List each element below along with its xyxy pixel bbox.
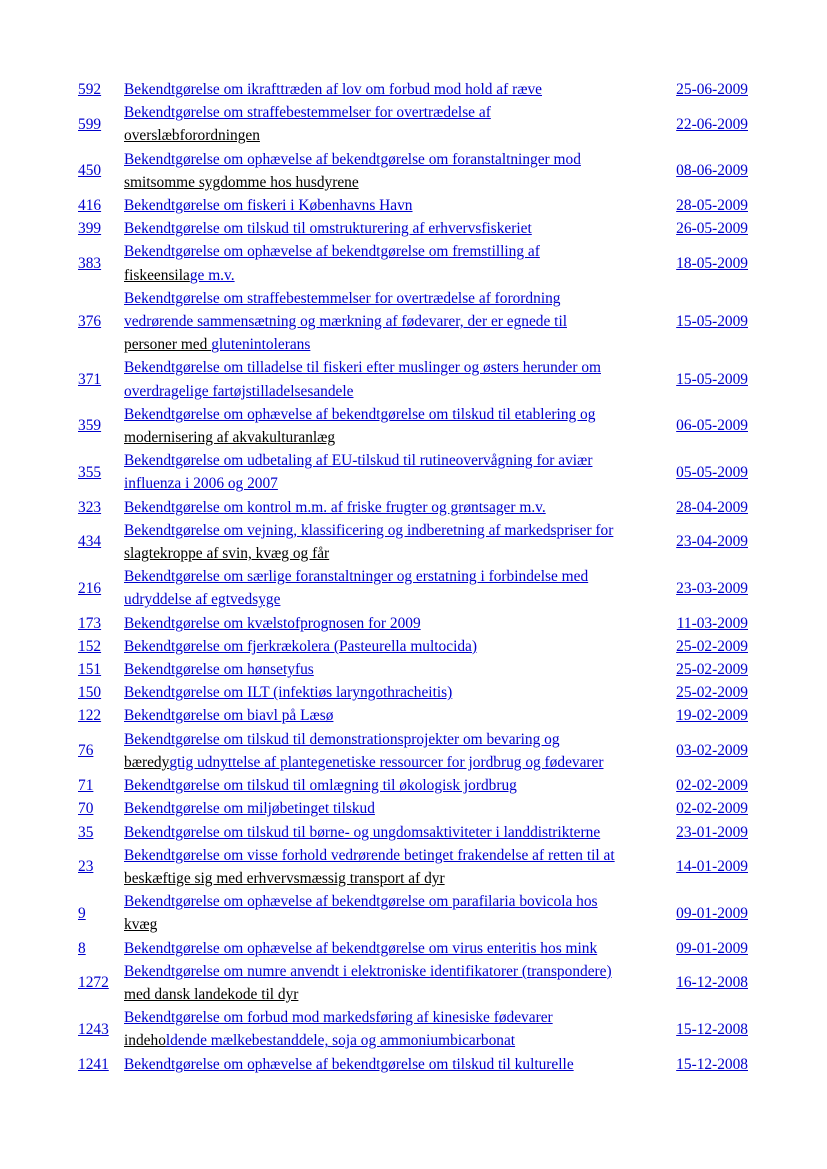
regulation-date-cell (663, 612, 748, 635)
regulation-title-link[interactable]: gtig udnyttelse af plantegenetiske ressourcer for jordbrug og fødevarer (169, 753, 604, 771)
regulation-title-line (124, 310, 659, 333)
regulation-title-link[interactable]: glutenintolerans (211, 336, 311, 354)
regulation-date-link[interactable]: 25-02-2009 (676, 661, 748, 679)
regulation-number-link[interactable]: 122 (78, 707, 102, 725)
regulation-title-link[interactable]: Bekendtgørelse om tilskud til omlægning til økologisk jordbrug (124, 777, 517, 795)
regulation-number-cell (76, 821, 121, 844)
regulation-title-cell (121, 658, 663, 681)
regulation-title-cell (121, 1006, 663, 1052)
regulation-title-link[interactable]: Bekendtgørelse om ophævelse af bekendtgørelse om fremstilling af (124, 243, 540, 261)
regulation-date-cell (663, 519, 748, 565)
regulation-title-link[interactable]: influenza i 2006 og 2007 (124, 475, 278, 493)
regulation-title-cell (121, 449, 663, 495)
regulation-title-cell (121, 704, 663, 727)
regulation-number-link[interactable]: 71 (78, 777, 94, 795)
regulation-title-line (124, 426, 659, 449)
regulation-title-link[interactable]: Bekendtgørelse om kontrol m.m. af friske frugter og grøntsager m.v. (124, 498, 546, 516)
regulation-title-link[interactable]: ge m.v. (189, 266, 235, 284)
regulation-title-line (124, 1053, 659, 1076)
regulation-date-cell (663, 496, 748, 519)
regulation-title-line (124, 194, 659, 217)
regulation-number-link[interactable]: 1243 (78, 1020, 109, 1038)
regulation-date-cell (663, 101, 748, 147)
regulation-title-link[interactable]: fiskeensila (124, 266, 190, 284)
regulation-title-link[interactable]: Bekendtgørelse om straffebestemmelser for overtrædelse af (124, 104, 491, 122)
regulation-title-line (124, 913, 659, 936)
regulation-date-cell (663, 78, 748, 101)
regulation-title-link[interactable]: personer med (124, 336, 212, 354)
regulation-number-cell (76, 78, 121, 101)
regulation-title-cell (121, 356, 663, 402)
table-row (76, 403, 748, 449)
regulation-title-link[interactable]: Bekendtgørelse om ILT (infektiøs laryngothracheitis) (124, 684, 453, 702)
regulation-title-cell (121, 194, 663, 217)
regulation-date-link[interactable]: 15-05-2009 (676, 313, 748, 331)
regulation-number-link[interactable]: 599 (78, 115, 102, 133)
regulation-number-link[interactable]: 323 (78, 498, 102, 516)
regulation-date-cell (663, 635, 748, 658)
regulation-title-cell (121, 287, 663, 357)
regulation-title-cell (121, 403, 663, 449)
regulation-title-line (124, 356, 659, 379)
regulation-number-cell (76, 1053, 121, 1076)
regulation-number-cell (76, 1006, 121, 1052)
regulation-date-link[interactable]: 28-05-2009 (676, 197, 748, 215)
regulation-title-link[interactable]: Bekendtgørelse om ophævelse af bekendtgørelse om foranstaltninger mod (124, 150, 581, 168)
regulation-date-cell (663, 658, 748, 681)
regulation-number-link[interactable]: 355 (78, 463, 102, 481)
regulation-number-link[interactable]: 592 (78, 81, 102, 98)
regulation-date-link[interactable]: 25-02-2009 (676, 684, 748, 702)
regulation-date-cell (663, 681, 748, 704)
regulation-title-line (124, 565, 659, 588)
regulation-title-link[interactable]: Bekendtgørelse om ophævelse af bekendtgørelse om virus enteritis hos mink (124, 939, 598, 957)
regulation-date-cell (663, 844, 748, 890)
regulation-number-link[interactable]: 173 (78, 614, 102, 632)
regulation-date-cell (663, 403, 748, 449)
regulation-date-link[interactable]: 25-06-2009 (676, 81, 748, 98)
regulation-number-cell (76, 403, 121, 449)
regulation-date-cell (663, 565, 748, 611)
regulation-date-link[interactable]: 02-02-2009 (676, 777, 748, 795)
regulation-title-line (124, 728, 659, 751)
table-row (76, 449, 748, 495)
regulation-number-cell (76, 194, 121, 217)
table-row (76, 496, 748, 519)
regulation-date-cell (663, 449, 748, 495)
regulation-date-link[interactable]: 09-01-2009 (676, 939, 748, 957)
regulation-title-link[interactable]: vedrørende sammensætning og mærkning af fødevarer, der er egnede til (124, 313, 567, 331)
regulation-title-line (124, 496, 659, 519)
regulation-date-cell (663, 1053, 748, 1076)
regulation-title-link[interactable]: med dansk landekode til dyr (124, 985, 299, 1003)
regulation-number-link[interactable]: 23 (78, 858, 94, 876)
regulation-title-link[interactable]: Bekendtgørelse om ophævelse af bekendtgørelse om tilskud til kulturelle (124, 1055, 574, 1073)
table-row (76, 78, 748, 101)
regulation-date-link[interactable]: 18-05-2009 (676, 255, 748, 273)
regulation-date-cell (663, 1006, 748, 1052)
regulation-number-link[interactable]: 8 (78, 939, 86, 957)
regulation-title-line (124, 612, 659, 635)
table-row (76, 1006, 748, 1052)
regulation-title-link[interactable]: Bekendtgørelse om udbetaling af EU-tilskud til rutineovervågning for aviær (124, 452, 593, 470)
regulation-title-line (124, 937, 659, 960)
regulation-title-cell (121, 844, 663, 890)
regulation-number-link[interactable]: 383 (78, 255, 102, 273)
regulation-date-cell (663, 937, 748, 960)
regulation-number-link[interactable]: 35 (78, 823, 94, 841)
regulation-title-cell (121, 821, 663, 844)
regulation-date-link[interactable]: 08-06-2009 (676, 162, 748, 180)
regulation-number-cell (76, 612, 121, 635)
regulation-title-line (124, 658, 659, 681)
regulation-date-cell (663, 704, 748, 727)
regulation-title-link[interactable]: Bekendtgørelse om særlige foranstaltninger og erstatning i forbindelse med (124, 568, 589, 586)
regulation-title-cell (121, 960, 663, 1006)
regulation-title-line (124, 380, 659, 403)
regulation-date-cell (663, 890, 748, 936)
regulation-number-link[interactable]: 76 (78, 742, 94, 760)
regulation-number-cell (76, 658, 121, 681)
regulation-title-line (124, 983, 659, 1006)
regulation-title-line (124, 1006, 659, 1029)
regulation-title-link[interactable]: Bekendtgørelse om ophævelse af bekendtgørelse om parafilaria bovicola hos (124, 893, 598, 911)
regulation-rows (76, 78, 748, 1076)
table-row (76, 960, 748, 1006)
table-row (76, 658, 748, 681)
table-row (76, 217, 748, 240)
regulation-title-line (124, 333, 659, 356)
regulation-number-cell (76, 797, 121, 820)
regulation-title-line (124, 704, 659, 727)
regulation-title-line (124, 472, 659, 495)
regulation-date-cell (663, 240, 748, 286)
regulation-title-line (124, 148, 659, 171)
regulation-number-cell (76, 890, 121, 936)
regulation-date-cell (663, 287, 748, 357)
regulation-title-line (124, 403, 659, 426)
regulation-number-cell (76, 565, 121, 611)
regulation-date-cell (663, 148, 748, 194)
regulation-title-link[interactable]: Bekendtgørelse om tilskud til demonstrationsprojekter om bevaring og (124, 730, 560, 748)
table-row (76, 704, 748, 727)
table-row (76, 635, 748, 658)
regulation-date-link[interactable]: 06-05-2009 (676, 417, 748, 435)
regulation-date-link[interactable]: 26-05-2009 (676, 220, 748, 238)
regulation-date-cell (663, 960, 748, 1006)
regulation-title-link[interactable]: Bekendtgørelse om tilladelse til fiskeri efter muslinger og østers herunder om (124, 359, 601, 377)
regulation-date-link[interactable]: 09-01-2009 (676, 904, 748, 922)
regulation-number-link[interactable]: 151 (78, 661, 102, 679)
regulation-number-link[interactable]: 450 (78, 162, 102, 180)
regulation-date-cell (663, 728, 748, 774)
regulation-number-cell (76, 240, 121, 286)
regulation-title-link[interactable]: Bekendtgørelse om fjerkrækolera (Pasteurella multocida) (124, 637, 478, 655)
regulation-number-link[interactable]: 1241 (78, 1055, 109, 1073)
regulation-title-link[interactable]: overslæbforordningen (124, 127, 260, 145)
regulation-number-link[interactable]: 152 (78, 637, 102, 655)
regulation-title-line (124, 519, 659, 542)
regulation-date-cell (663, 821, 748, 844)
regulation-number-link[interactable]: 359 (78, 417, 102, 435)
regulation-date-link[interactable]: 23-01-2009 (676, 823, 748, 841)
regulation-title-cell (121, 101, 663, 147)
regulation-number-link[interactable]: 70 (78, 800, 94, 818)
table-row (76, 287, 748, 357)
regulation-title-line (124, 264, 659, 287)
regulation-title-link[interactable]: bæredy (124, 753, 170, 771)
regulation-title-cell (121, 565, 663, 611)
table-row (76, 148, 748, 194)
regulation-date-cell (663, 774, 748, 797)
regulation-title-cell (121, 78, 663, 101)
regulation-title-link[interactable]: kvæg (124, 916, 158, 934)
regulation-number-cell (76, 960, 121, 1006)
regulation-title-cell (121, 774, 663, 797)
regulation-title-cell (121, 148, 663, 194)
regulation-title-line (124, 635, 659, 658)
table-row (76, 101, 748, 147)
regulation-title-link[interactable]: Bekendtgørelse om visse forhold vedrørende betinget frakendelse af retten til at (124, 846, 615, 864)
regulation-date-link[interactable]: 14-01-2009 (676, 858, 748, 876)
table-row (76, 1053, 748, 1076)
regulation-title-cell (121, 681, 663, 704)
regulation-date-link[interactable]: 23-03-2009 (676, 579, 748, 597)
regulation-title-line (124, 751, 659, 774)
regulation-title-link[interactable]: Bekendtgørelse om kvælstofprognosen for 2009 (124, 614, 421, 632)
regulation-title-line (124, 588, 659, 611)
regulation-title-line (124, 171, 659, 194)
regulation-title-cell (121, 797, 663, 820)
regulation-title-link[interactable]: Bekendtgørelse om forbud mod markedsføring af kinesiske fødevarer (124, 1009, 553, 1027)
regulation-title-cell (121, 240, 663, 286)
regulation-title-line (124, 101, 659, 124)
regulation-date-cell (663, 194, 748, 217)
table-row (76, 890, 748, 936)
table-row (76, 821, 748, 844)
regulation-title-line (124, 774, 659, 797)
regulation-title-link[interactable]: Bekendtgørelse om miljøbetinget tilskud (124, 800, 375, 818)
regulation-number-cell (76, 449, 121, 495)
regulation-title-cell (121, 496, 663, 519)
table-row (76, 797, 748, 820)
regulation-title-link[interactable]: overdragelige fartøjstilladelsesandele (124, 382, 354, 400)
regulation-table (76, 78, 748, 1076)
regulation-title-line (124, 890, 659, 913)
regulation-title-link[interactable]: Bekendtgørelse om tilskud til omstrukturering af erhvervsfiskeriet (124, 220, 532, 238)
regulation-number-cell (76, 937, 121, 960)
regulation-title-line (124, 217, 659, 240)
regulation-title-cell (121, 890, 663, 936)
regulation-date-cell (663, 356, 748, 402)
regulation-title-line (124, 960, 659, 983)
regulation-number-link[interactable]: 416 (78, 197, 102, 215)
regulation-number-link[interactable]: 9 (78, 904, 86, 922)
regulation-title-link[interactable]: indeho (124, 1032, 166, 1050)
regulation-number-cell (76, 774, 121, 797)
regulation-title-line (124, 78, 659, 101)
table-row (76, 728, 748, 774)
regulation-title-cell (121, 519, 663, 565)
regulation-date-link[interactable]: 15-05-2009 (676, 371, 748, 389)
regulation-title-link[interactable]: Bekendtgørelse om ikrafttræden af lov om forbud mod hold af ræve (124, 81, 543, 98)
regulation-number-cell (76, 217, 121, 240)
regulation-title-link[interactable]: ldende mælkebestanddele, soja og ammoniumbicarbonat (165, 1032, 516, 1050)
regulation-number-cell (76, 728, 121, 774)
regulation-number-link[interactable]: 216 (78, 579, 102, 597)
regulation-title-line (124, 797, 659, 820)
regulation-title-line (124, 1029, 659, 1052)
regulation-date-cell (663, 217, 748, 240)
regulation-title-cell (121, 635, 663, 658)
regulation-title-line (124, 124, 659, 147)
regulation-title-line (124, 844, 659, 867)
regulation-date-link[interactable]: 16-12-2008 (676, 974, 748, 992)
table-row (76, 937, 748, 960)
regulation-title-line (124, 542, 659, 565)
table-row (76, 844, 748, 890)
regulation-title-link[interactable]: beskæftige sig med erhvervsmæssig transport af dyr (124, 869, 445, 887)
regulation-number-cell (76, 148, 121, 194)
regulation-title-link[interactable]: Bekendtgørelse om numre anvendt i elektroniske identifikatorer (transpondere) (124, 962, 612, 980)
table-row (76, 565, 748, 611)
regulation-title-link[interactable]: Bekendtgørelse om biavl på Læsø (124, 707, 334, 725)
regulation-number-link[interactable]: 434 (78, 533, 102, 551)
regulation-number-cell (76, 704, 121, 727)
regulation-number-cell (76, 844, 121, 890)
regulation-number-cell (76, 356, 121, 402)
regulation-date-link[interactable]: 22-06-2009 (676, 115, 748, 133)
regulation-number-cell (76, 101, 121, 147)
regulation-number-link[interactable]: 150 (78, 684, 102, 702)
regulation-title-line (124, 449, 659, 472)
regulation-title-cell (121, 937, 663, 960)
regulation-date-link[interactable]: 03-02-2009 (676, 742, 748, 760)
regulation-title-link[interactable]: udryddelse af egtvedsyge (124, 591, 281, 609)
regulation-number-cell (76, 496, 121, 519)
regulation-date-link[interactable]: 11-03-2009 (676, 614, 748, 632)
regulation-title-line (124, 287, 659, 310)
regulation-number-cell (76, 519, 121, 565)
regulation-title-line (124, 681, 659, 704)
table-row (76, 612, 748, 635)
regulation-date-link[interactable]: 05-05-2009 (676, 463, 748, 481)
regulation-title-line (124, 867, 659, 890)
regulation-title-line (124, 821, 659, 844)
regulation-title-link[interactable]: Bekendtgørelse om straffebestemmelser for overtrædelse af forordning (124, 289, 561, 307)
regulation-title-cell (121, 612, 663, 635)
regulation-date-link[interactable]: 02-02-2009 (676, 800, 748, 818)
regulation-title-cell (121, 1053, 663, 1076)
regulation-date-link[interactable]: 19-02-2009 (676, 707, 748, 725)
regulation-title-link[interactable]: Bekendtgørelse om ophævelse af bekendtgørelse om tilskud til etablering og (124, 405, 596, 423)
table-row (76, 774, 748, 797)
regulation-date-link[interactable]: 15-12-2008 (676, 1055, 748, 1073)
regulation-number-link[interactable]: 376 (78, 313, 102, 331)
regulation-date-link[interactable]: 25-02-2009 (676, 637, 748, 655)
regulation-title-link[interactable]: Bekendtgørelse om fiskeri i Københavns Havn (124, 197, 413, 215)
regulation-title-link[interactable]: Bekendtgørelse om vejning, klassificering og indberetning af markedspriser for (124, 521, 614, 539)
regulation-title-link[interactable]: modernisering af akvakulturanlæg (124, 429, 336, 447)
regulation-title-cell (121, 217, 663, 240)
table-row (76, 356, 748, 402)
regulation-number-cell (76, 681, 121, 704)
regulation-number-link[interactable]: 399 (78, 220, 102, 238)
regulation-title-cell (121, 728, 663, 774)
regulation-number-cell (76, 635, 121, 658)
regulation-number-link[interactable]: 371 (78, 371, 102, 389)
regulation-date-link[interactable]: 23-04-2009 (676, 533, 748, 551)
regulation-date-link[interactable]: 15-12-2008 (676, 1020, 748, 1038)
regulation-title-line (124, 240, 659, 263)
table-row (76, 240, 748, 286)
regulation-date-link[interactable]: 28-04-2009 (676, 498, 748, 516)
regulation-title-link[interactable]: Bekendtgørelse om hønsetyfus (124, 661, 314, 679)
regulation-title-link[interactable]: Bekendtgørelse om tilskud til børne- og ungdomsaktiviteter i landdistrikterne (124, 823, 601, 841)
table-row (76, 194, 748, 217)
table-row (76, 681, 748, 704)
regulation-title-link[interactable]: smitsomme sygdomme hos husdyrene (124, 173, 359, 191)
regulation-number-cell (76, 287, 121, 357)
regulation-number-link[interactable]: 1272 (78, 974, 109, 992)
table-row (76, 519, 748, 565)
regulation-title-link[interactable]: slagtekroppe af svin, kvæg og får (124, 545, 330, 563)
regulation-date-cell (663, 797, 748, 820)
